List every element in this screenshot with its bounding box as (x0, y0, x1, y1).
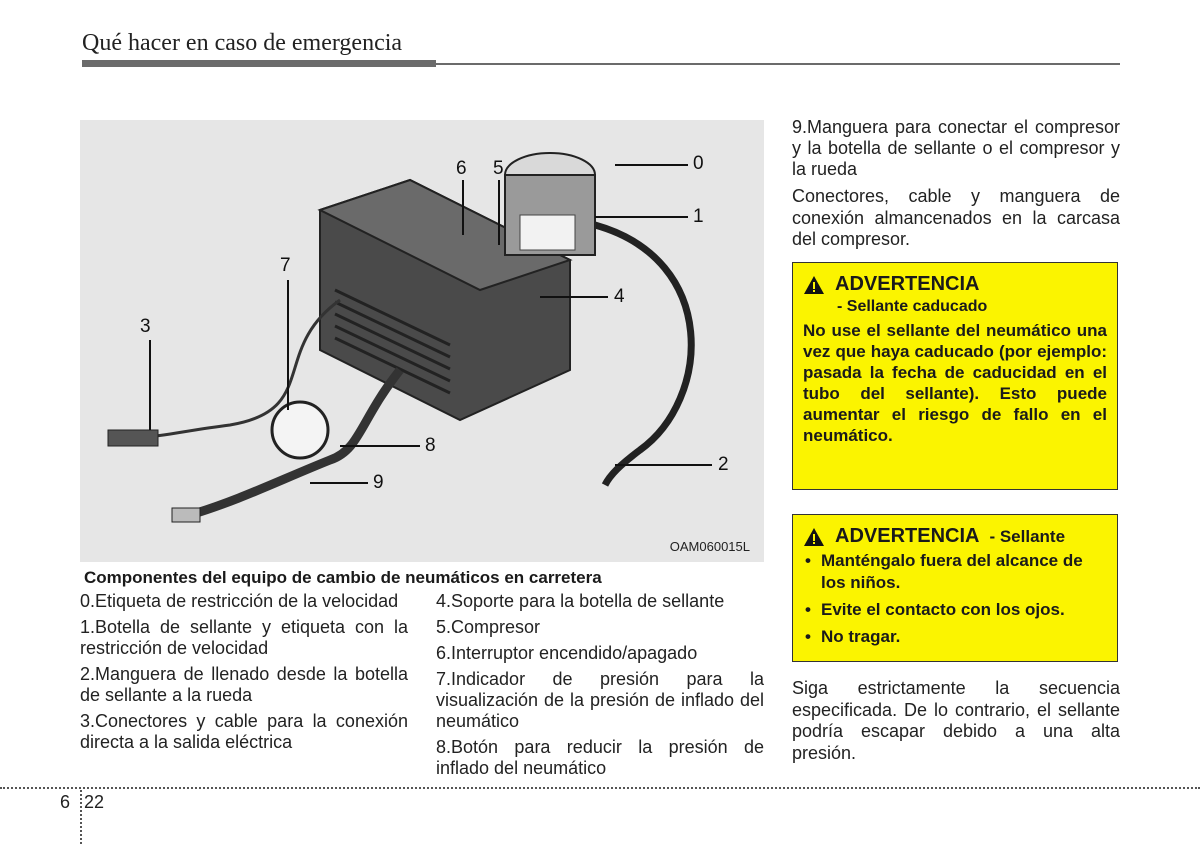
warning-expired-sealant (792, 262, 1118, 490)
header-title: Qué hacer en caso de emergencia (82, 30, 403, 56)
list-item: 0.Etiqueta de restricción de la velocidad (80, 591, 399, 611)
components-list-right (792, 117, 1120, 185)
callout-1: 1 (693, 206, 704, 227)
figure-caption: Componentes del equipo de cambio de neumáticos en carretera (84, 568, 602, 587)
list-item: • No tragar. (803, 626, 1107, 648)
callout-6: 6 (456, 158, 467, 179)
footer-rule (0, 787, 1200, 789)
callout-8: 8 (425, 435, 436, 456)
list-item: • Evite el contacto con los ojos. (803, 599, 1107, 621)
warning-subtitle: - Sellante caducado (837, 298, 988, 315)
warning-triangle-icon (803, 527, 825, 547)
list-item: 9.Manguera para conectar el compresor y la botella de sellante o el compresor y la rueda (792, 117, 1120, 179)
page-number (60, 792, 104, 813)
callout-5: 5 (493, 158, 504, 179)
hose-connector (172, 508, 200, 522)
warning-body: No use el sellante del neumático una vez que haya caducado (por ejemplo: pasada la fecha de caducidad en el tubo del sellante). Esto puede aumentar el riesgo de fallo en el neumático. (803, 321, 1107, 445)
warning-title: ADVERTENCIA (803, 273, 1107, 296)
chapter-number: 6 (60, 792, 71, 812)
callout-7: 7 (280, 255, 291, 276)
callout-9: 9 (373, 472, 384, 493)
list-item: 3.Conectores y cable para la conexión directa a la salida eléctrica (80, 711, 408, 752)
callout-4: 4 (614, 286, 625, 307)
callout-3: 3 (140, 316, 151, 337)
power-plug (108, 430, 158, 446)
filling-hose (595, 225, 691, 485)
pressure-gauge (272, 402, 328, 458)
bottle-label (520, 215, 575, 250)
list-item: 4.Soporte para la botella de sellante (436, 591, 725, 611)
warning-subtitle: - Sellante (989, 526, 1066, 546)
final-note: Siga estrictamente la secuencia especificada. De lo contrario, el sellante podría escapar debido a una alta presión. (792, 678, 1120, 763)
warning-list (803, 550, 1107, 648)
list-item: 5.Compresor (436, 617, 541, 637)
list-item: 7.Indicador de presión para la visualización de la presión de inflado del neumático (436, 669, 764, 731)
header-bar (82, 60, 436, 67)
compressor-illustration (80, 120, 764, 562)
warning-triangle-icon (803, 275, 825, 295)
list-item: 1.Botella de sellante y etiqueta con la restricción de velocidad (80, 617, 408, 658)
warning-sealant (792, 514, 1118, 662)
components-list-mid (436, 591, 764, 784)
page-number-value: 22 (84, 792, 105, 812)
list-item: 6.Interruptor encendido/apagado (436, 643, 698, 663)
storage-note: Conectores, cable y manguera de conexión almancenados en la carcasa del compresor. (792, 186, 1120, 249)
compressor-drawing (80, 120, 764, 562)
list-item: 2.Manguera de llenado desde la botella de sellante a la rueda (80, 664, 408, 705)
warning-title: ADVERTENCIA - Sellante (803, 525, 1107, 548)
callout-2: 2 (718, 454, 729, 475)
list-item: • Manténgalo fuera del alcance de los niños. (803, 550, 1107, 594)
list-item: 8.Botón para reducir la presión de inflado del neumático (436, 737, 764, 778)
figure-code: OAM060015L (669, 539, 750, 554)
callout-0: 0 (693, 153, 704, 174)
components-list-left (80, 591, 408, 758)
header-rule (436, 63, 1120, 65)
